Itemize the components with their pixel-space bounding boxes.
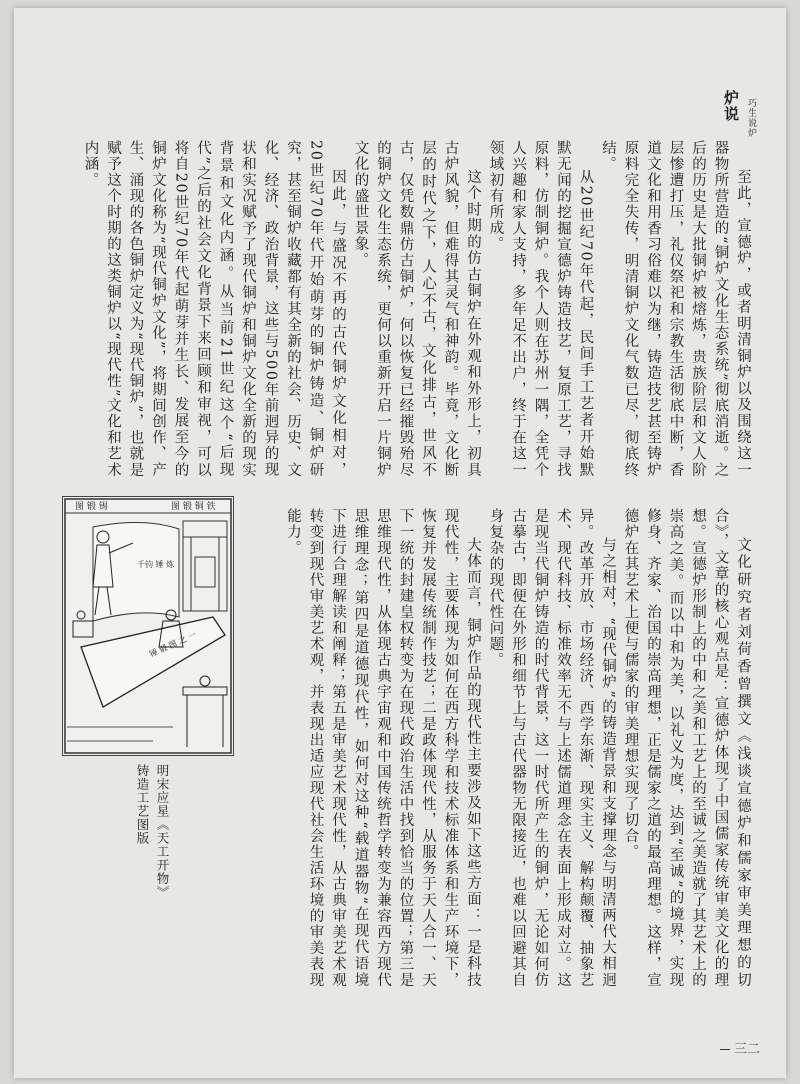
figure-band-label: 锤 锻 图 之 一 bbox=[148, 630, 198, 659]
woodcut-illustration bbox=[62, 496, 234, 756]
caption-line-2: 铸造工艺图版 bbox=[135, 764, 150, 845]
paragraph: 文化研究者刘荷香曾撰文《浅谈宣德炉和儒家审美理想的切合》，文章的核心观点是：宣德炉体现了中国儒家传统审美文化的理想。宣德炉形制上的中和之美和工艺上的至诚之美造就了其艺术上的崇高之美。而以中和为美，以礼义为度，达到“至诚”的境界，实现修身、齐家、治国的崇高理想，正是儒家之道的最高理想。这样，宣德炉在其艺术上便与儒家的审美理想实现了切合。 bbox=[622, 508, 751, 988]
paragraph: 至此，宣德炉，或者明清铜炉以及围绕这一器物所营造的“铜炉文化生态系统”彻底消逝。之后的历史是大批铜炉被熔炼，贵族阶层和文人阶层惨遭打压，礼仪祭祀和宗教生活彻底中断，香道文化和用香习俗难以为继，铸造技艺甚至铸炉原料完全失传，明清铜炉文化气数已尽，彻底终结。 bbox=[600, 140, 751, 478]
page-number bbox=[720, 1038, 760, 1057]
paragraph: 这个时期的仿古铜炉在外观和外形上，初具古炉风貌，但难得其灵气和神韵。毕竟，文化断层的时代之下，人心不古，文化排古，世风不古，仅凭数鼎仿古铜炉，何以恢复已经摧毁殆尽的铜炉文化生态系统，更何以重新开启一片铜炉文化的盛世景象。 bbox=[352, 140, 481, 478]
header-sub: 巧生说炉 bbox=[746, 98, 756, 138]
paragraph: 因此，与盛况不再的古代铜炉文化相对，20世纪70年代开始萌芽的铜炉铸造、铜炉研究，甚至铜炉收藏都有其全新的社会、历史、文化、经济、政治背景，这些与500年前迥异的现状和实况赋予了现代铜炉和铜炉文化全新的现实背景和文化内涵。从当前21世纪这个“后现代”之后的社会文化背景下来回顾和审视，可以将自20世纪70年代起萌芽并生长、发展至今的铜炉文化称为“现代铜炉文化”，将期间创作、产生、涌现的各色铜炉定义为“现代铜炉”，也就是赋予这个时期的这类铜炉以“现代性”文化和艺术内涵。 bbox=[82, 140, 346, 478]
text-block-bottom bbox=[244, 508, 754, 988]
figure-mid-label: 千钧 锤 炼 bbox=[137, 560, 175, 569]
figure-caption bbox=[132, 764, 172, 899]
woodcut-drawing bbox=[63, 497, 233, 755]
page-number-text: 三二 bbox=[733, 1042, 760, 1057]
header-mark: 炉说 bbox=[722, 90, 740, 122]
figure-title-right: 图 锻 铜 铁 bbox=[171, 502, 216, 512]
paragraph: 从20世纪70年代起，民间手工艺者开始默默无闻的挖掘宣德炉铸造技艺，复原工艺，寻找原料，仿制铜炉。我个人则在苏州一隅，全凭个人兴趣和家人支持，多年足不出户，终于在这一领域初有所成。 bbox=[487, 140, 594, 478]
caption-line-1: 明宋应星《天工开物》 bbox=[155, 764, 170, 899]
page-number-rule bbox=[720, 1049, 730, 1050]
paragraph: 与之相对，“现代铜炉”的铸造背景和支撑理念与明清两代大相迥异。改革开放、市场经济、西学东渐、现实主义、解构颠覆、抽象艺术、现代科技、标准效率无不与上述儒道理念在表面上形成对立。这是现当代铜炉铸造的时代背景，这一时代所产生的铜炉，无论如何仿古摹古，即便在外形和细节上与古代器物无限接近，也难以回避其自身复杂的现代性问题。 bbox=[487, 508, 616, 988]
book-page bbox=[14, 8, 786, 1078]
text-block-top bbox=[82, 140, 754, 478]
figure-title-left: 图 锻 锡 bbox=[75, 502, 108, 512]
paragraph: 大体而言，铜炉作品的现代性主要涉及如下这些方面：一是科技现代性，主要体现为如何在西方科学和技术标准体系和生产环境下，恢复并发展传统制作技艺；二是政体现代性，从服务于天人合一、天下一统的封建皇权转变为在现代政治生活中找到恰当的位置；第三是思维现代性，从体现古典宇宙观和中国传统哲学转变为兼容西方现代思维理念；第四是道德现代性，如何对这种“载道器物”在现代语境下进行合理解读和阐释；第五是审美艺术现代性，从古典审美艺术观转变到现代审美艺术观，并表现出适应现代社会生活环境的审美表现能力。 bbox=[285, 508, 481, 988]
